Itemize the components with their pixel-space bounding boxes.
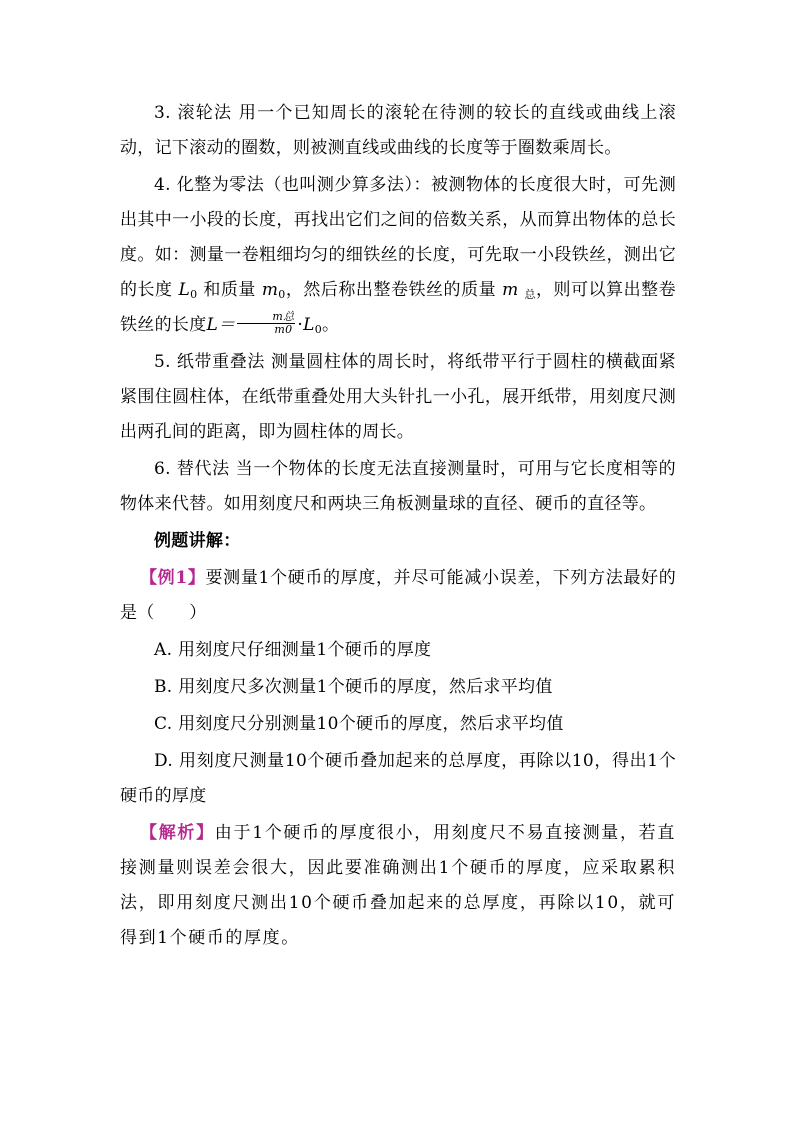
- option-c: C. 用刻度尺分别测量10个硬币的厚度，然后求平均值: [154, 714, 564, 734]
- formula-sub-zero: 0: [314, 323, 323, 336]
- var-m: m: [261, 280, 279, 300]
- analysis-paragraph: [120, 816, 676, 956]
- example-1-question-text: 要测量1个硬币的厚度，并尽可能减小误差，下列方法最好的是（ ）: [120, 568, 677, 623]
- sub-total: 总: [524, 288, 536, 301]
- sub-zero: 0: [190, 288, 198, 301]
- example-1-question: [120, 561, 676, 631]
- example-heading: 例题讲解：: [154, 531, 241, 551]
- method-5-text: 测量圆柱体的周长时，将纸带平行于圆柱的横截面紧紧围住圆柱体，在纸带重叠处用大头针扎一小孔，展开纸带，用刻度尺测出两孔间的距离，即为圆柱体的周长。: [120, 352, 676, 442]
- fraction-denominator: m0: [274, 323, 293, 336]
- sub-zero-m: 0: [278, 288, 286, 301]
- method-4-text-d: ，则可以算出整卷铁丝的长度: [120, 280, 676, 335]
- option-a: A. 用刻度尺仔细测量1个硬币的厚度: [154, 640, 432, 660]
- formula-L: L: [303, 315, 315, 335]
- method-4-end: 。: [322, 315, 340, 335]
- method-3-label: 3. 滚轮法: [154, 103, 233, 123]
- analysis-tag: 【解析】: [140, 823, 215, 843]
- method-4-text-b: 和质量: [203, 280, 256, 300]
- method-5-label: 5. 纸带重叠法: [154, 352, 265, 372]
- formula-lhs: L＝: [206, 315, 236, 335]
- method-4-text-a: 被测物体的长度很大时，可先测出其中一小段的长度，再找出它们之间的倍数关系，从而算出物体的总长度。如：测量一卷粗细均匀的细铁丝的长度，可先取一小段铁丝，测出它的长度: [120, 175, 676, 300]
- option-b: B. 用刻度尺多次测量1个硬币的厚度，然后求平均值: [154, 677, 553, 697]
- method-6-label: 6. 替代法: [154, 459, 230, 479]
- method-6-paragraph: [120, 452, 676, 522]
- var-L: L: [178, 280, 191, 300]
- method-4-text-c: ，然后称出整卷铁丝的质量: [285, 280, 497, 300]
- example-1-tag: 【例1】: [140, 568, 206, 588]
- formula-fraction: [237, 311, 295, 336]
- method-3-paragraph: [120, 96, 676, 166]
- method-4-label: 4. 化整为零法（也叫测少算多法）：: [154, 175, 431, 195]
- var-m-total: m: [502, 280, 519, 300]
- option-d: D. 用刻度尺测量10个硬币叠加起来的总厚度，再除以10，得出1个硬币的厚度: [120, 751, 676, 806]
- fraction-numerator: m总: [237, 311, 295, 324]
- method-5-paragraph: [120, 345, 676, 450]
- analysis-text: 由于1个硬币的厚度很小，用刻度尺不易直接测量，若直接测量则误差会很大，因此要准确测出1个硬币的厚度，应采取累积法，即用刻度尺测出10个硬币叠加起来的总厚度，再除以10，就可得到1个硬币的厚度。: [120, 823, 676, 948]
- method-4-paragraph: [120, 168, 676, 343]
- method-3-text: 用一个已知周长的滚轮在待测的较长的直线或曲线上滚动，记下滚动的圈数，则被测直线或曲线的长度等于圈数乘周长。: [120, 103, 676, 158]
- method-6-text: 当一个物体的长度无法直接测量时，可用与它长度相等的物体来代替。如用刻度尺和两块三角板测量球的直径、硬币的直径等。: [120, 459, 676, 514]
- formula-dot: ·: [297, 315, 304, 335]
